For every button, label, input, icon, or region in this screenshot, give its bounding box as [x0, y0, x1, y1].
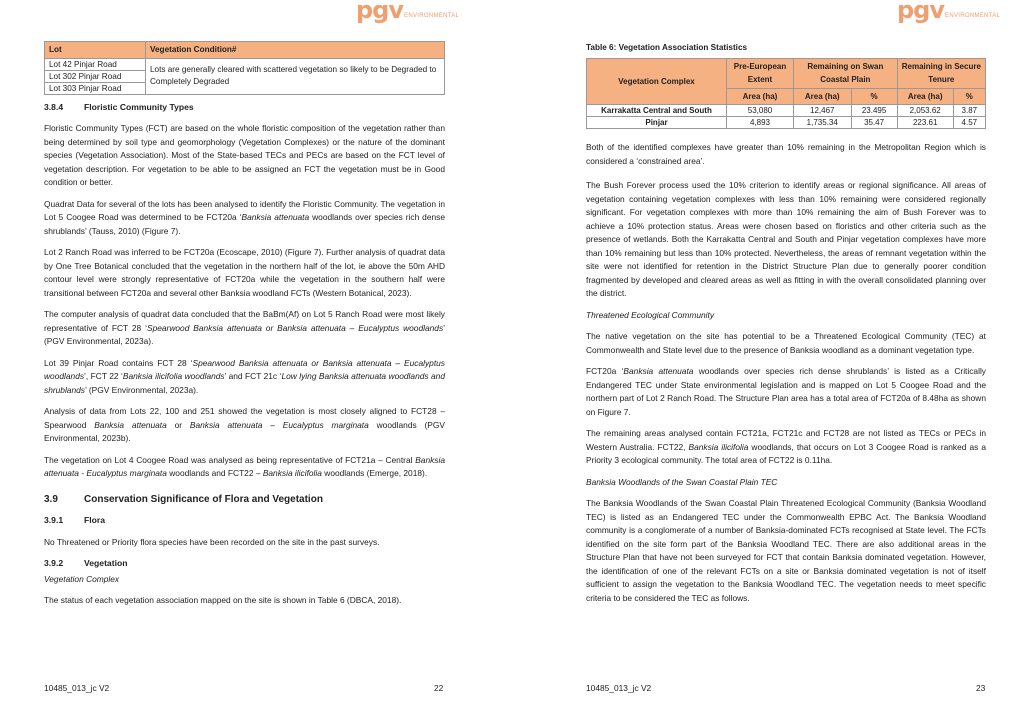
- paragraph: The status of each vegetation association mapped on the site is shown in Table 6 (DBCA, 2018).: [44, 595, 402, 605]
- page-22-body: [44, 41, 445, 616]
- paragraph: The remaining areas analysed contain FCT21a, FCT21c and FCT28 are not listed as TECs or PECs in Western Australia. FCT22, Banksia ilicifolia woodlands, that occurs on Lot 3 Coogee Road is ranked as a Priority 3 ecological community. The total area of FCT22 is 0.11ha.: [586, 428, 987, 465]
- table-cell-condition: Lots are generally cleared with scattered vegetation so likely to be Degraded to Completely Degraded: [146, 58, 445, 94]
- vegetation-statistics-table: [586, 58, 986, 130]
- subheading: Vegetation Complex: [44, 573, 120, 584]
- page-23-body: [586, 41, 986, 613]
- paragraph: The Bush Forever process used the 10% criterion to identify areas or regional significance. All areas of vegetation containing vegetation complexes with less than 10% remaining were considered regionally significant. For vegetation complexes with more than 10% remaining the aim of Bush Forever was to achieve a 10% protection status. Areas were chosen based on floristics and other criteria such as the presence of wetlands. Both the Karrakatta Central and South and Pinjar vegetation complexes have more than 10% remaining but less than 10% protected. Nevertheless, the areas of remnant vegetation within the site were not identified for retention in the District Structure Plan due to generally poorer condition fragmented by developed and cleared areas as well as fitting in with the overall consolidated planning over the district.: [586, 180, 986, 298]
- page-23: [515, 0, 1029, 702]
- pgv-logo: pgv ENVIRONMENTAL: [356, 0, 460, 24]
- paragraph: The native vegetation on the site has potential to be a Threatened Ecological Community (TEC) at Commonwealth and State level due to the presence of Banksia woodland as a dominant vegetation type.: [586, 331, 986, 355]
- paragraph: Floristic Community Types (FCT) are based on the whole floristic composition of the vegetation rather than being determined by soil type and geomorphology (Vegetation Complexes) or the nature of the dominant species (Vegetation Association). Most of the State-based TECs and PECs are based on the FCT level of vegetation description. For vegetation to be able to be assigned an FCT the vegetation must be in Good condition or better.: [44, 123, 445, 187]
- section-heading: 3.9.1 Flora: [44, 515, 106, 525]
- subheading: Banksia Woodlands of the Swan Coastal Plain TEC: [586, 476, 778, 487]
- pgv-logo: pgv ENVIRONMENTAL: [897, 0, 1001, 24]
- table-row: Pinjar 4,893 1,735.34 35.47 223.61 4.57: [587, 117, 986, 129]
- subheading: Threatened Ecological Community: [586, 309, 715, 320]
- col-area: Area (ha): [897, 88, 953, 105]
- table-row: Karrakatta Central and South 53,080 12,467 23.495 2,053.62 3.87: [587, 105, 986, 117]
- col-area: Area (ha): [727, 88, 794, 105]
- col-area: Area (ha): [794, 88, 852, 105]
- col-pre-european: Pre-European Extent: [727, 58, 794, 88]
- page-number: 22: [434, 683, 444, 693]
- section-heading: 3.8.4 Floristic Community Types: [44, 101, 194, 112]
- paragraph: The computer analysis of quadrat data concluded that the BaBm(Af) on Lot 5 Ranch Road were most likely representative of FCT 28 ‘Spearwood Banksia attenuata or Banksia attenuata – Eucalyptus woodlands’ (PGV Environmental, 2023a).: [44, 309, 446, 346]
- col-lot: Lot: [45, 42, 146, 59]
- page-22: [0, 0, 514, 702]
- paragraph: The Banksia Woodlands of the Swan Coastal Plain Threatened Ecological Community (Banksia Woodland TEC) is listed as an Endangered TEC under the Commonwealth EPBC Act. The Banksia Woodland community is a conglomerate of a number of Banksia-dominated FCTs recognised at State level. The FCTs identified on the site form part of the Banksia Woodland TEC. There are also additional areas in the Structure Plan that have not been surveyed for FCT that contain Banksia dominated vegetation. However, the identification of one of the relevant FCTs on a site or Banksia dominated vegetation is not of itself sufficient to assign the vegetation to the Banksia Woodland TEC. The vegetation needs to meet specific criteria to be considered the TEC as follows.: [586, 498, 986, 603]
- vegetation-condition-table: [44, 41, 445, 95]
- footer-doc-id: 10485_013_jc V2: [44, 683, 110, 693]
- paragraph: Both of the identified complexes have greater than 10% remaining in the Metropolitan Region which is considered a ‘constrained area’.: [586, 142, 986, 166]
- paragraph: Lot 39 Pinjar Road contains FCT 28 ‘Spearwood Banksia attenuata or Banksia attenuata – Eucalyptus woodlands’, FCT 22 ‘Banksia ilicifolia woodlands’ and FCT 21c ‘Low lying Banksia attenuata woodlands and shrublands’ (PGV Environmental, 2023a).: [44, 357, 445, 395]
- col-remaining-scp: Remaining on Swan Coastal Plain: [794, 58, 898, 88]
- paragraph: Quadrat Data for several of the lots has been analysed to identify the Floristic Community. The vegetation in Lot 5 Coogee Road was determined to be FCT20a ‘Banksia attenuata woodlands over species rich dense shrublands’ (Tauss, 2010) (Figure 7).: [44, 198, 445, 236]
- paragraph: Lot 2 Ranch Road was inferred to be FCT20a (Ecoscape, 2010) (Figure 7). Further analysis of quadrat data by One Tree Botanical concluded that the vegetation in the northern half of the lot, ie above the 50m AHD contour level were strongly representative of FCT20a while the vegetation in the southern half were transitional between FCT20a and several other Banksia woodland FCTs (Western Botanical, 2023).: [44, 247, 445, 298]
- col-complex: Vegetation Complex: [587, 58, 727, 105]
- table-caption: Table 6: Vegetation Association Statistics: [586, 43, 748, 52]
- paragraph: No Threatened or Priority flora species have been recorded on the site in the past surveys.: [44, 536, 380, 547]
- paragraph: Analysis of data from Lots 22, 100 and 251 showed the vegetation is most closely aligned to FCT28 – Spearwood Banksia attenuata or Banksia attenuata – Eucalyptus marginata woodlands (PGV Environmental, 2023b).: [44, 406, 445, 443]
- section-heading: 3.9.2 Vegetation: [44, 558, 128, 568]
- page-number: 23: [976, 683, 986, 693]
- col-condition: Vegetation Condition#: [146, 42, 445, 59]
- section-heading: 3.9 Conservation Significance of Flora and Vegetation: [44, 493, 323, 505]
- col-remaining-secure: Remaining in Secure Tenure: [897, 58, 985, 88]
- table-cell-lot: Lot 42 Pinjar Road: [45, 58, 146, 70]
- table-cell-lot: Lot 302 Pinjar Road: [45, 70, 146, 82]
- paragraph: FCT20a ‘Banksia attenuata woodlands over species rich dense shrublands’ is listed as a Critically Endangered TEC under State environmental legislation and is mapped on Lot 5 Coogee Road and the northern part of Lot 2 Ranch Road. The Structure Plan area has a total area of FCT20a of 8.48ha as shown on Figure 7.: [586, 366, 986, 417]
- footer-doc-id: 10485_013_jc V2: [586, 683, 652, 693]
- col-percent: %: [851, 88, 897, 105]
- table-cell-lot: Lot 303 Pinjar Road: [45, 82, 146, 94]
- col-percent: %: [953, 88, 985, 105]
- paragraph: The vegetation on Lot 4 Coogee Road was analysed as being representative of FCT21a – Central Banksia attenuata - Eucalyptus marginata woodlands and FCT22 – Banksia ilicifolia woodlands (Emerge, 2018).: [44, 454, 445, 478]
